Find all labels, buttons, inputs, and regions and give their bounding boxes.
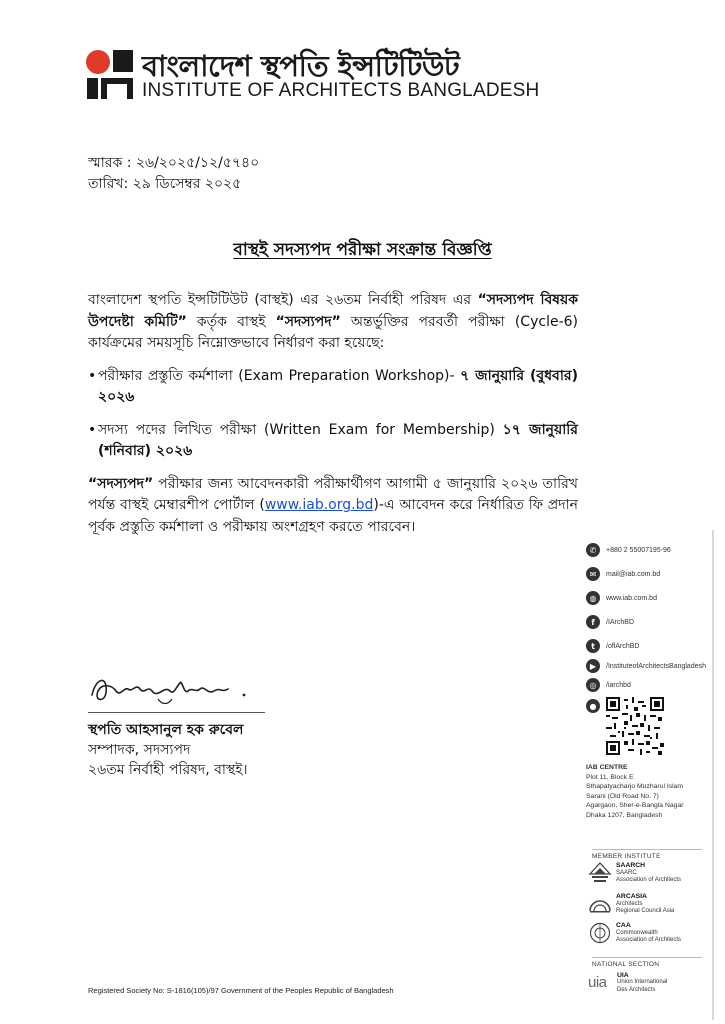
schedule-item-workshop: • পরীক্ষার প্রস্তুতি কর্মশালা (Exam Preparation Workshop)- ৭ জানুয়ারি (বুধবার) ২০২৬	[88, 366, 578, 409]
iab-logo-mark	[85, 48, 135, 100]
closing-paragraph: “সদস্যপদ” পরীক্ষার জন্য আবেদনকারী পরীক্ষার্থীগণ আগামী ৫ জানুয়ারি ২০২৬ তারিখ পর্যন্ত বাস্থই মেম্বারশীপ পোর্টাল (www.iab.org.bd)-এ আবেদন করে নির্ধারিত ফি প্রদান পূর্বক প্রস্তুতি কর্মশালা ও পরীক্ষায় অংশগ্রহণ করতে পারবেন।	[88, 475, 578, 535]
centre-title: IAB CENTRE	[586, 764, 628, 771]
handwritten-signature	[88, 665, 258, 710]
org-name-bangla: বাংলাদেশ স্থপতি ইন্সটিটিউট	[142, 49, 460, 83]
committee-name: “সদস্যপদ বিষয়ক উপদেষ্টা কমিটি”	[88, 292, 578, 330]
qr-code[interactable]	[606, 697, 664, 755]
phone-icon: ✆	[586, 543, 600, 557]
notice-title: বাস্থই সদস্যপদ পরীক্ষা সংক্রান্ত বিজ্ঞপ্তি	[233, 240, 492, 260]
uia-details: UIA Union International Des Architects	[617, 972, 668, 993]
contact-phone: ✆ +880 2 55007195-96	[586, 541, 671, 559]
youtube-icon: ▶	[586, 659, 600, 673]
schedule-item-exam: • সদস্য পদের লিখিত পরীক্ষা (Written Exam for Membership) ১৭ জানুয়ারি (শনিবার) ২০২৬	[88, 420, 578, 463]
member-caa: CAA Commonwealth Association of Architects	[588, 922, 681, 945]
sidebar-divider	[712, 530, 714, 1020]
contact-website[interactable]: ◍ www.iab.com.bd	[586, 589, 657, 607]
iab-centre-address: IAB CENTRE Plot 11, Block E Sthapatyacharjo Muzharul Islam Sarani (Old Road No. 7) Agargaon, Sher-e-Bangla Nagar Dhaka 1207, Bangladesh	[586, 764, 684, 819]
signatory-name: স্থপতি আহসানুল হক রুবেল	[88, 722, 244, 738]
uia-logo: uia	[588, 974, 607, 991]
facebook-icon: f	[586, 615, 600, 629]
signatory-council: ২৬তম নির্বাহী পরিষদ, বাস্থই।	[88, 762, 248, 778]
org-name-english: INSTITUTE OF ARCHITECTS BANGLADESH	[142, 80, 540, 101]
arcasia-logo-icon	[588, 893, 612, 915]
member-saarch: SAARCH SAARC Association of Architects	[588, 862, 681, 885]
saarch-logo-icon	[588, 862, 612, 884]
intro-paragraph: বাংলাদেশ স্থপতি ইন্সটিটিউট (বাস্থই) এর ২৬তম নির্বাহী পরিষদ এর “সদস্যপদ বিষয়ক উপদেষ্টা কমিটি” কর্তৃক বাস্থই “সদস্যপদ” অন্তর্ভুক্তির পরবর্তী পরীক্ষা (Cycle-6) কার্যক্রমের সময়সূচি নিম্নোক্তভাবে নির্ধারণ করা হয়েছে:	[88, 292, 578, 351]
registration-footer: Registered Society No: S-1816(105)/97 Government of the Peoples Republic of Bangladesh	[88, 986, 394, 995]
notice-title-wrap	[0, 237, 725, 265]
notice-body	[88, 290, 578, 538]
twitter-icon: t	[586, 639, 600, 653]
portal-link[interactable]: www.iab.org.bd	[264, 497, 374, 513]
member-arcasia: ARCASIA Architects Regional Council Asia	[588, 893, 674, 916]
member-institute-header: MEMBER INSTITUTE	[592, 849, 702, 860]
membership-term: “সদস্যপদ”	[275, 313, 341, 330]
contact-facebook[interactable]: f /IArchBD	[586, 613, 634, 631]
schedule-date: ৭ জানুয়ারি (বুধবার) ২০২৬	[98, 367, 578, 405]
signature-line	[88, 712, 265, 713]
contact-twitter[interactable]: t /oflArchBD	[586, 637, 639, 655]
caa-logo-icon	[588, 922, 612, 944]
contact-email[interactable]: ✉ mail@iab.com.bd	[586, 565, 660, 583]
location-pin-icon: ●	[586, 699, 600, 713]
signatory-designation: সম্পাদক, সদস্যপদ	[88, 742, 191, 758]
national-section-header: NATIONAL SECTION	[592, 957, 702, 968]
contact-instagram[interactable]: ◎ /iarchbd	[586, 676, 631, 694]
membership-term: “সদস্যপদ”	[88, 475, 154, 492]
instagram-icon: ◎	[586, 678, 600, 692]
signatory-block	[88, 720, 248, 780]
globe-icon: ◍	[586, 591, 600, 605]
schedule-list	[88, 366, 578, 463]
email-icon: ✉	[586, 567, 600, 581]
memo-reference: স্মারক : ২৬/২০২৫/১২/৫৭৪০	[88, 155, 260, 171]
schedule-date: ১৭ জানুয়ারি (শনিবার) ২০২৬	[98, 421, 579, 459]
contact-youtube[interactable]: ▶ /InstituteofArchitectsBangladesh	[586, 657, 706, 675]
memo-date: তারিখ: ২৯ ডিসেম্বর ২০২৫	[88, 176, 242, 192]
memo-block	[88, 153, 259, 195]
location-row	[586, 697, 606, 715]
